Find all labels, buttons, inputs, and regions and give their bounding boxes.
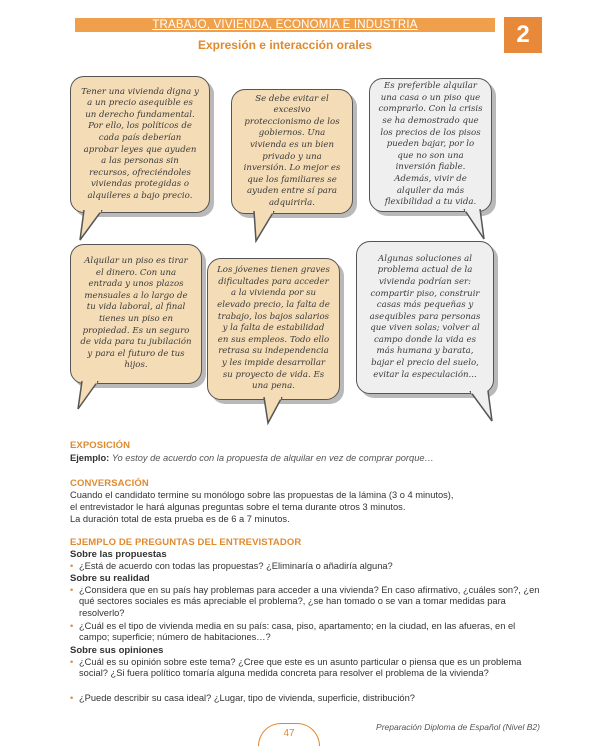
bubble-5-text: Los jóvenes tienen graves dificultades para acceder a la vivienda por su elevado precio, la falta de trabajo, los bajos salarios y la falta de estabilidad en sus empleos. Todo ello retrasa su independencia y les impide desarrollar su proyecto de vida. Es una pena. — [217, 265, 330, 392]
speech-bubble-1 — [70, 76, 210, 213]
bubble-3-text: Es preferible alquilar una casa o un piso que comprarlo. Con la crisis se ha demostrado que los precios de los pisos pueden bajar, por lo que no son una inversión fiable. Además, vivir de alquiler da más flexibilidad a tu vida. — [378, 81, 483, 208]
group-title-opiniones: Sobre sus opiniones — [70, 645, 164, 656]
bullet-icon: • — [70, 657, 74, 667]
bubble-5-tail — [262, 397, 292, 429]
bubble-1-tail — [78, 210, 108, 242]
exposicion-example — [70, 453, 540, 464]
bullet-icon: • — [70, 693, 74, 703]
preguntas-heading: EJEMPLO DE PREGUNTAS DEL ENTREVISTADOR — [70, 537, 302, 548]
speech-bubble-5 — [207, 258, 340, 400]
example-text: Yo estoy de acuerdo con la propuesta de alquilar en vez de comprar porque… — [111, 453, 434, 463]
speech-bubble-4 — [70, 244, 202, 384]
bubble-2-tail — [252, 211, 282, 243]
question-item: • ¿Considera que en su país hay problemas para acceder a una vivienda? En caso afirmativo, ¿cuáles son?, ¿en qué sectores sociales es más apreciable el problema?, ¿se han tomado o se van a tomar medidas para resolverlo? — [70, 585, 540, 618]
question-item: • ¿Está de acuerdo con todas las propuestas? ¿Eliminaría o añadiría alguna? — [70, 561, 393, 571]
bullet-icon: • — [70, 561, 74, 571]
question-item: • ¿Cuál es el tipo de vivienda media en su país: casa, piso, apartamento; en la ciudad, en las afueras, en el campo; superficie; número de habitaciones…? — [70, 621, 516, 643]
bubble-2-text: Se debe evitar el excesivo proteccionismo de los gobiernos. Una vivienda es un bien privado y una inversión. Lo mejor es que los familiares se ayuden entre sí para adquirirla. — [243, 93, 341, 208]
section-subtitle: Expresión e interacción orales — [197, 38, 373, 52]
question-item: • ¿Puede describir su casa ideal? ¿Lugar, tipo de vivienda, superficie, distribución? — [70, 693, 415, 703]
bubble-6-text: Algunas soluciones al problema actual de la vivienda podrían ser: compartir piso, construir casas más pequeñas y asequibles para personas que viven solas; volver al campo donde la vida es más humana y barata, bajar el precio del suelo, evitar la especulación... — [369, 253, 481, 380]
example-label: Ejemplo: — [70, 453, 110, 463]
bullet-icon: • — [70, 621, 74, 631]
conversacion-line-2: el entrevistador le hará algunas preguntas sobre el tema durante otros 3 minutos. — [70, 502, 406, 512]
bubble-4-text: Alquilar un piso es tirar el dinero. Con una entrada y unos plazos mensuales a lo largo de tu vida laboral, al final tienes un piso en propiedad. Es un seguro de vida para tu jubilación y para el futuro de tus hijos. — [80, 256, 192, 371]
group-title-propuestas: Sobre las propuestas — [70, 549, 167, 560]
conversacion-line-1: Cuando el candidato termine su monólogo sobre las propuestas de la lámina (3 o 4 minutos), — [70, 490, 454, 500]
page-number: 47 — [258, 723, 320, 746]
bubble-1-text: Tener una vivienda digna y a un precio asequible es un derecho fundamental. Por ello, los políticos de cada país deberían aprobar leyes que ayuden a las personas sin recursos, ofreciéndoles viviendas protegidas o alquileres a bajo precio. — [81, 86, 199, 201]
group-title-realidad: Sobre su realidad — [70, 573, 150, 584]
conversacion-heading: CONVERSACIÓN — [70, 478, 149, 489]
book-title: Preparación Diploma de Español (Nivel B2) — [376, 722, 540, 732]
speech-bubble-2 — [231, 89, 353, 214]
speech-bubble-6 — [356, 241, 494, 394]
unit-number-badge: 2 — [504, 17, 542, 53]
unit-title: TRABAJO, VIVIENDA, ECONOMÍA E INDUSTRIA — [152, 19, 418, 31]
bubble-4-tail — [76, 381, 106, 413]
exposicion-heading: EXPOSICIÓN — [70, 440, 131, 451]
question-item: • ¿Cuál es su opinión sobre este tema? ¿Cree que este es un asunto particular o piensa que es un problema social? ¿Si fuera político tomaría alguna medida concreta para resolver el problema de la vivienda? — [70, 657, 522, 679]
bubble-3-tail — [460, 209, 490, 241]
bubble-6-tail — [468, 391, 498, 423]
conversacion-line-3: La duración total de esta prueba es de 6 a 7 minutos. — [70, 514, 290, 524]
speech-bubble-3 — [369, 78, 492, 212]
bullet-icon: • — [70, 585, 74, 595]
